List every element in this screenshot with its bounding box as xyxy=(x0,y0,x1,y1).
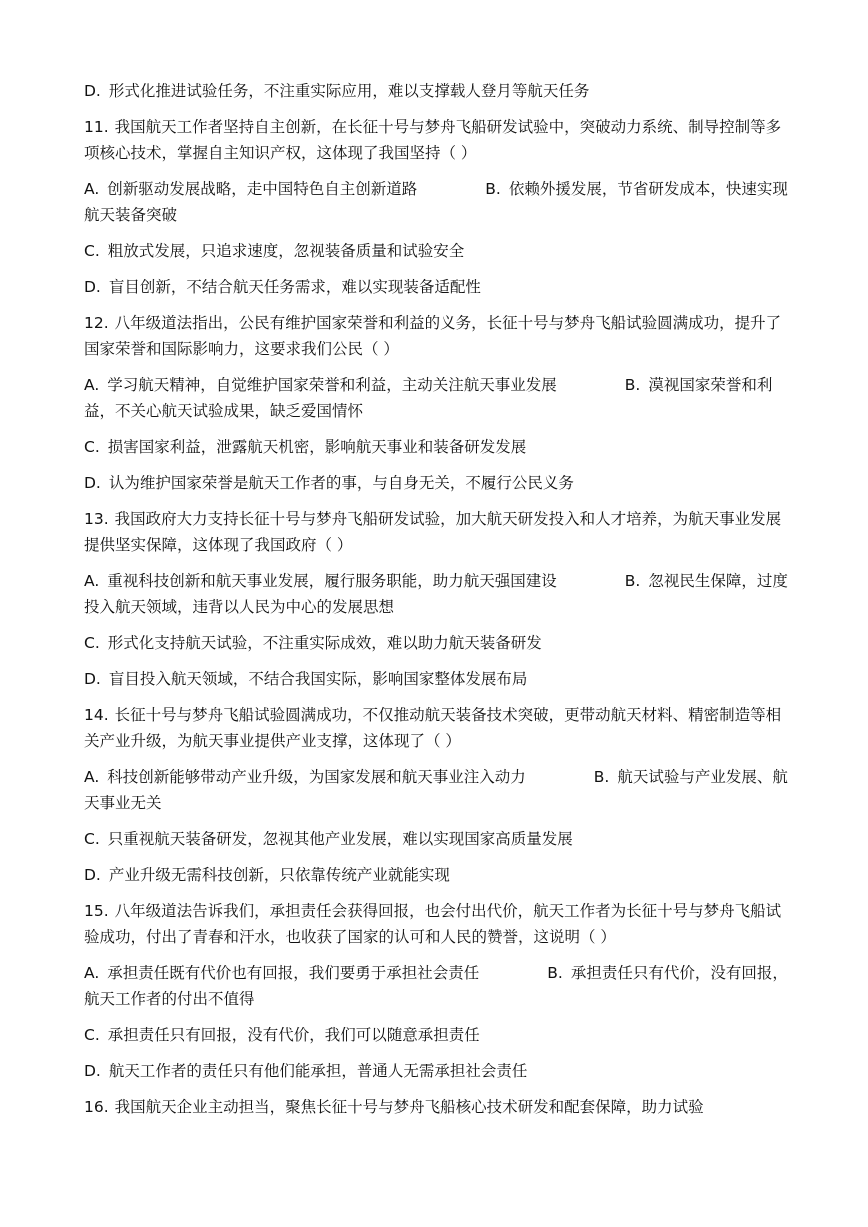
option-letter: D. xyxy=(84,1062,101,1080)
question-number: 13. xyxy=(84,510,109,528)
option-letter: C. xyxy=(84,830,100,848)
question-text: 我国航天企业主动担当，聚焦长征十号与梦舟飞船核心技术研发和配套保障，助力试验 xyxy=(114,1098,704,1116)
option-text: 航天试验与产业发展、航天事业无关 xyxy=(84,768,788,812)
option-text: 学习航天精神，自觉维护国家荣誉和利益，主动关注航天事业发展 xyxy=(107,376,557,394)
option-text: 忽视民生保障，过度投入航天领域，违背以人民为中心的发展思想 xyxy=(84,572,788,616)
question-11-option-d xyxy=(84,274,788,300)
option-text: 依赖外援发展，节省研发成本，快速实现航天装备突破 xyxy=(84,180,788,224)
option-text: 漠视国家荣誉和利益，不关心航天试验成果，缺乏爱国情怀 xyxy=(84,376,773,420)
question-14-stem xyxy=(84,702,788,754)
option-letter: D. xyxy=(84,866,101,884)
option-letter: A. xyxy=(84,376,100,394)
option-text: 只重视航天装备研发，忽视其他产业发展，难以实现国家高质量发展 xyxy=(107,830,573,848)
option-letter: C. xyxy=(84,1026,100,1044)
question-text: 我国政府大力支持长征十号与梦舟飞船研发试验，加大航天研发投入和人才培养，为航天事业发展提供坚实保障，这体现了我国政府（ ） xyxy=(84,510,782,554)
option-text: 盲目创新，不结合航天任务需求，难以实现装备适配性 xyxy=(108,278,481,296)
option-text: 创新驱动发展战略，走中国特色自主创新道路 xyxy=(107,180,418,198)
option-letter: B. xyxy=(547,964,563,982)
question-number: 16. xyxy=(84,1098,109,1116)
question-number: 11. xyxy=(84,118,109,136)
option-text: 承担责任既有代价也有回报，我们要勇于承担社会责任 xyxy=(107,964,480,982)
option-text: 产业升级无需科技创新，只依靠传统产业就能实现 xyxy=(108,866,450,884)
question-number: 14. xyxy=(84,706,109,724)
option-text: 损害国家利益，泄露航天机密，影响航天事业和装备研发发展 xyxy=(107,438,527,456)
option-d-prev xyxy=(84,78,788,104)
option-text: 航天工作者的责任只有他们能承担，普通人无需承担社会责任 xyxy=(108,1062,528,1080)
option-letter: B. xyxy=(624,376,641,394)
question-12-options-ab xyxy=(84,372,788,424)
option-letter: A. xyxy=(84,768,100,786)
question-14-options-ab xyxy=(84,764,788,816)
question-15-options-ab xyxy=(84,960,788,1012)
option-letter: D. xyxy=(84,670,101,688)
question-11-stem xyxy=(84,114,788,166)
question-13-option-d xyxy=(84,666,788,692)
question-13-options-ab xyxy=(84,568,788,620)
option-text: 科技创新能够带动产业升级，为国家发展和航天事业注入动力 xyxy=(107,768,526,786)
question-11-option-c xyxy=(84,238,788,264)
question-12-stem xyxy=(84,310,788,362)
question-text: 我国航天工作者坚持自主创新，在长征十号与梦舟飞船研发试验中，突破动力系统、制导控制等多项核心技术，掌握自主知识产权，这体现了我国坚持（ ） xyxy=(84,118,782,162)
option-letter: A. xyxy=(84,572,100,590)
option-text: 承担责任只有代价，没有回报，航天工作者的付出不值得 xyxy=(84,964,788,1008)
question-15-option-d xyxy=(84,1058,788,1084)
option-letter: B. xyxy=(624,572,641,590)
question-number: 15. xyxy=(84,902,109,920)
option-letter: B. xyxy=(485,180,501,198)
option-letter: C. xyxy=(84,242,100,260)
option-letter: A. xyxy=(84,180,100,198)
option-letter: C. xyxy=(84,438,100,456)
option-text: 形式化支持航天试验，不注重实际成效，难以助力航天装备研发 xyxy=(107,634,542,652)
option-text: 认为维护国家荣誉是航天工作者的事，与自身无关，不履行公民义务 xyxy=(108,474,574,492)
exam-page xyxy=(84,78,788,1120)
option-letter: B. xyxy=(593,768,610,786)
question-16-stem xyxy=(84,1094,788,1120)
option-letter: D. xyxy=(84,278,101,296)
option-letter: D. xyxy=(84,474,101,492)
option-text: 承担责任只有回报，没有代价，我们可以随意承担责任 xyxy=(107,1026,480,1044)
question-14-option-d xyxy=(84,862,788,888)
question-12-option-c xyxy=(84,434,788,460)
question-text: 八年级道法告诉我们，承担责任会获得回报，也会付出代价，航天工作者为长征十号与梦舟飞船试验成功，付出了青春和汗水，也收获了国家的认可和人民的赞誉，这说明（ ） xyxy=(84,902,782,946)
question-text: 八年级道法指出，公民有维护国家荣誉和利益的义务，长征十号与梦舟飞船试验圆满成功，提升了国家荣誉和国际影响力，这要求我们公民（ ） xyxy=(84,314,782,358)
question-13-option-c xyxy=(84,630,788,656)
option-text: 形式化推进试验任务，不注重实际应用，难以支撑载人登月等航天任务 xyxy=(108,82,590,100)
question-number: 12. xyxy=(84,314,109,332)
question-13-stem xyxy=(84,506,788,558)
question-11-options-ab xyxy=(84,176,788,228)
question-12-option-d xyxy=(84,470,788,496)
option-text: 粗放式发展，只追求速度，忽视装备质量和试验安全 xyxy=(107,242,465,260)
question-14-option-c xyxy=(84,826,788,852)
question-text: 长征十号与梦舟飞船试验圆满成功，不仅推动航天装备技术突破，更带动航天材料、精密制造等相关产业升级，为航天事业提供产业支撑，这体现了（ ） xyxy=(84,706,782,750)
option-text: 盲目投入航天领域，不结合我国实际，影响国家整体发展布局 xyxy=(108,670,528,688)
option-letter: C. xyxy=(84,634,100,652)
question-15-option-c xyxy=(84,1022,788,1048)
question-15-stem xyxy=(84,898,788,950)
option-letter: D. xyxy=(84,82,101,100)
option-letter: A. xyxy=(84,964,100,982)
option-text: 重视科技创新和航天事业发展，履行服务职能，助力航天强国建设 xyxy=(107,572,557,590)
